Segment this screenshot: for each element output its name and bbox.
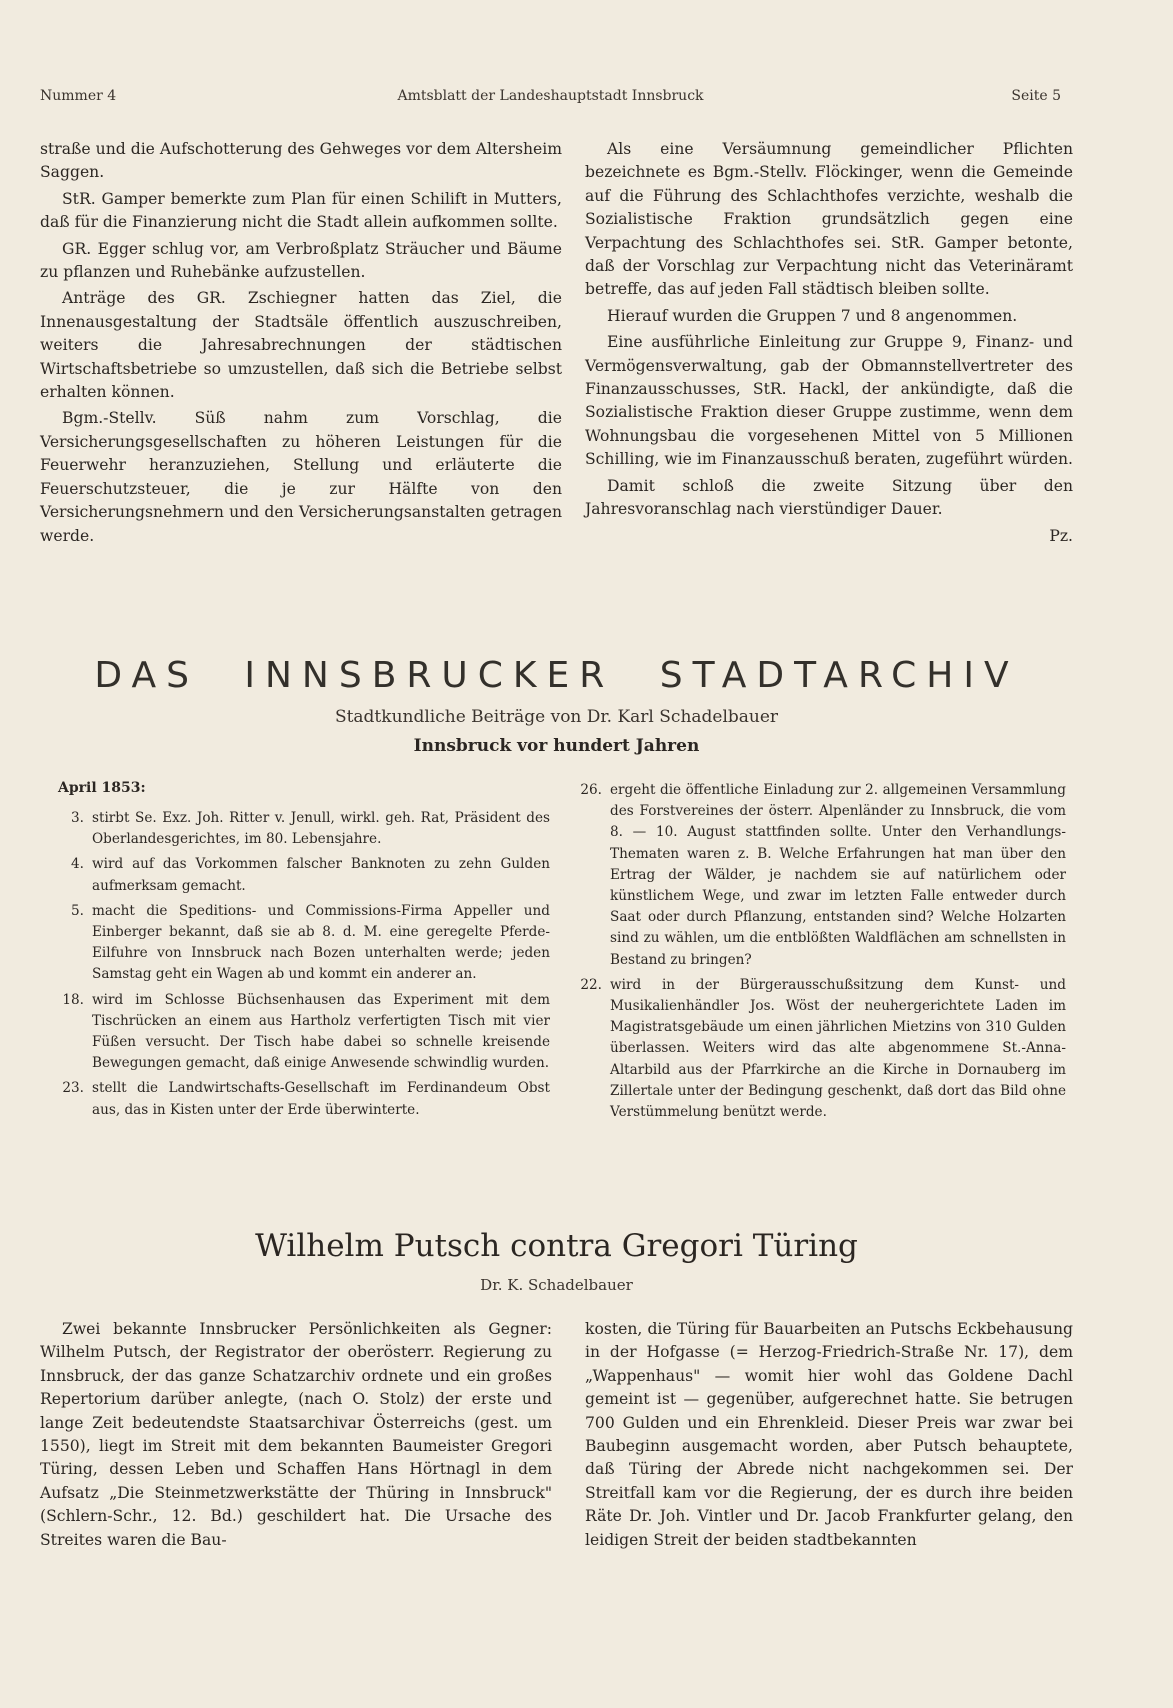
- council-report-column-right: [585, 138, 1073, 548]
- paragraph: Als eine Versäumnung gemeindlicher Pflichten bezeichnete es Bgm.-Stellv. Flöckinger, wenn die Gemeinde auf die Führung des Schlachthofes verzichte, weshalb die Sozialistische Fraktion grundsätzlich gegen eine Verpachtung des Schlachthofes sei. StR. Gamper betonte, daß der Vorschlag zur Verpachtung nicht das Veterinäramt betreffe, das auf jeden Fall städtisch bleiben sollte.: [585, 140, 1073, 299]
- chronicle-column-left: [50, 808, 550, 1125]
- article-author: Dr. K. Schadelbauer: [480, 1276, 633, 1294]
- paragraph: GR. Egger schlug vor, am Verbroßplatz Sträucher und Bäume zu pflanzen und Ruhebänke aufzustellen.: [40, 239, 562, 282]
- chronicle-entry: [50, 990, 550, 1075]
- section-subtitle: Stadtkundliche Beiträge von Dr. Karl Schadelbauer: [334, 707, 779, 727]
- chronicle-entry: [568, 780, 1066, 971]
- article-column-right: [585, 1318, 1073, 1555]
- article-column-left: [40, 1318, 552, 1555]
- chronicle-entry: [568, 975, 1066, 1123]
- entry-day: 3.: [71, 810, 84, 826]
- section-heading: Innsbruck vor hundert Jahren: [413, 736, 700, 756]
- paragraph: StR. Gamper bemerkte zum Plan für einen Schilift in Mutters, daß für die Finanzierung nicht die Stadt allein aufkommen sollte.: [40, 189, 562, 232]
- chronicle-entry: [50, 854, 550, 896]
- signature-line: [585, 525, 1073, 548]
- entry-day: 18.: [62, 991, 84, 1008]
- paragraph: Eine ausführliche Einleitung zur Gruppe 9, Finanz- und Vermögensverwaltung, gab der Obmannstellvertreter des Finanzausschusses, StR. Hackl, der ankündigte, daß die Sozialistische Fraktion dieser Gruppe zustimme, wenn dem Wohnungsbau die vorgesehenen Mittel von 5 Millionen Schilling, wie im Finanzausschuß beraten, zugeführt würden.: [585, 333, 1074, 469]
- author-signature: Pz.: [1049, 526, 1073, 545]
- entry-day: 4.: [71, 856, 84, 873]
- entry-day: 5.: [71, 902, 84, 919]
- paragraph: Anträge des GR. Zschiegner hatten das Ziel, die Innenausgestaltung der Stadtsäle öffentlich auszuschreiben, weiters die Jahresabrechnungen der städtischen Wirtschaftsbetriebe so umzustellen, daß sich die Betriebe selbst erhalten können.: [40, 289, 562, 402]
- entry-text: stellt die Landwirtschafts-Gesellschaft im Ferdinandeum Obst aus, das in Kisten unter der Erde überwinterte.: [92, 1080, 550, 1118]
- council-report-column-left: [40, 138, 562, 551]
- chronicle-column-right: [568, 780, 1066, 1127]
- paragraph: Bgm.-Stellv. Süß nahm zum Vorschlag, die Versicherungsgesellschaften zu höheren Leistungen für die Feuerwehr heranzuziehen, Stellung und erläuterte die Feuerschutzsteuer, die je zur Hälfte von den Versicherungsnehmern und den Versicherungsanstalten getragen werde.: [40, 409, 562, 545]
- paragraph: Zwei bekannte Innsbrucker Persönlichkeiten als Gegner: Wilhelm Putsch, der Registrator der oberösterr. Regierung zu Innsbruck, der das ganze Schatzarchiv ordnete und ein großes Repertorium darüber anlegte, (nach O. Stolz) der erste und lange Zeit bedeutendste Staatsarchivar Österreichs (gest. um 1550), liegt im Streit mit dem bekannten Baumeister Gregori Türing, dessen Leben und Schaffen Hans Hörtnagl in dem Aufsatz „Die Steinmetzwerkstätte der Thüring in Innsbruck" (Schlern-Schr., 12. Bd.) geschildert hat. Die Ursache des Streites waren die Bau-: [40, 1320, 552, 1549]
- publication-title: Amtsblatt der Landeshauptstadt Innsbruck: [397, 88, 704, 104]
- page-header: [40, 88, 1061, 112]
- paragraph: straße und die Aufschotterung des Gehweges vor dem Altersheim Saggen.: [40, 140, 562, 182]
- entry-text: wird in der Bürgerausschußsitzung dem Kunst- und Musikalienhändler Jos. Wöst der neuhergerichtete Laden im Magistratsgebäude um einen jährlichen Mietzins von 310 Gulden überlassen. Weiters wird das alte abgenommene St.-Anna-Altarbild aus der Pfarrkirche an die Kirche in Dornauberg im Zillertale unter der Bedingung geschenkt, daß dort das Bild ohne Verstümmelung benützt werde.: [610, 976, 1066, 1121]
- paragraph: kosten, die Türing für Bauarbeiten an Putschs Eckbehausung in der Hofgasse (= Herzog-Friedrich-Straße Nr. 17), dem „Wappenhaus" — womit hier wohl das Goldene Dachl gemeint ist — gegenüber, aufgerechnet hatte. Sie betrugen 700 Gulden und ein Ehrenkleid. Dieser Preis war zwar bei Baubeginn ausgemacht worden, aber Putsch behauptete, daß Türing der Abrede nicht nachgekommen sei. Der Streitfall kam vor die Regierung, der es durch ihre beiden Räte Dr. Joh. Vintler und Dr. Jacob Frankfurter gelang, den leidigen Streit der beiden stadtbekannten: [585, 1320, 1073, 1549]
- month-label: April 1853:: [58, 780, 146, 796]
- chronicle-entry: [50, 808, 550, 850]
- entry-text: wird im Schlosse Büchsenhausen das Experiment mit dem Tischrücken an einem aus Hartholz verfertigten Tisch mit vier Füßen versucht. Der Tisch habe dabei so schnelle kreisende Bewegungen gemacht, daß einige Anwesende schwindlig wurden.: [92, 991, 550, 1072]
- entry-day: 26.: [580, 782, 602, 798]
- chronicle-entry: [50, 1078, 550, 1120]
- article-title: Wilhelm Putsch contra Gregori Türing: [255, 1228, 858, 1264]
- entry-day: 23.: [62, 1080, 84, 1097]
- entry-text: macht die Speditions- und Commissions-Firma Appeller und Einberger bekannt, daß sie ab 8. d. M. eine geregelte Pferde-Eilfuhre von Innsbruck nach Bozen unterhalten werde; jeden Samstag geht ein Wagen ab und kommt ein anderer an.: [92, 902, 550, 983]
- paragraph: Damit schloß die zweite Sitzung über den Jahresvoranschlag nach vierstündiger Dauer.: [585, 476, 1073, 519]
- entry-text: stirbt Se. Exz. Joh. Ritter v. Jenull, wirkl. geh. Rat, Präsident des Oberlandesgerichtes, im 80. Lebensjahre.: [92, 810, 550, 848]
- entry-text: ergeht die öffentliche Einladung zur 2. allgemeinen Versammlung des Forstvereines der österr. Alpenländer zu Innsbruck, die vom 8. — 10. August stattfinden sollte. Unter den Verhandlungs-Thematen waren z. B. Welche Erfahrungen hat man über den Ertrag der Wälder, je nachdem sie auf natürlichem oder künstlichem Wege, und zwar im letzten Falle entweder durch Saat oder durch Pflanzung, entstanden sind? Welche Holzarten sind zu wählen, um die entblößten Waldflächen am schnellsten in Bestand zu bringen?: [610, 782, 1066, 968]
- entry-text: wird auf das Vorkommen falscher Banknoten zu zehn Gulden aufmerksam gemacht.: [92, 856, 550, 894]
- chronicle-entry: [50, 901, 550, 986]
- page-number: Seite 5: [1011, 88, 1061, 104]
- issue-number: Nummer 4: [40, 88, 117, 104]
- paragraph: Hierauf wurden die Gruppen 7 und 8 angenommen.: [607, 306, 1018, 325]
- section-title: DAS INNSBRUCKER STADTARCHIV: [94, 655, 1019, 696]
- entry-day: 22.: [580, 976, 602, 993]
